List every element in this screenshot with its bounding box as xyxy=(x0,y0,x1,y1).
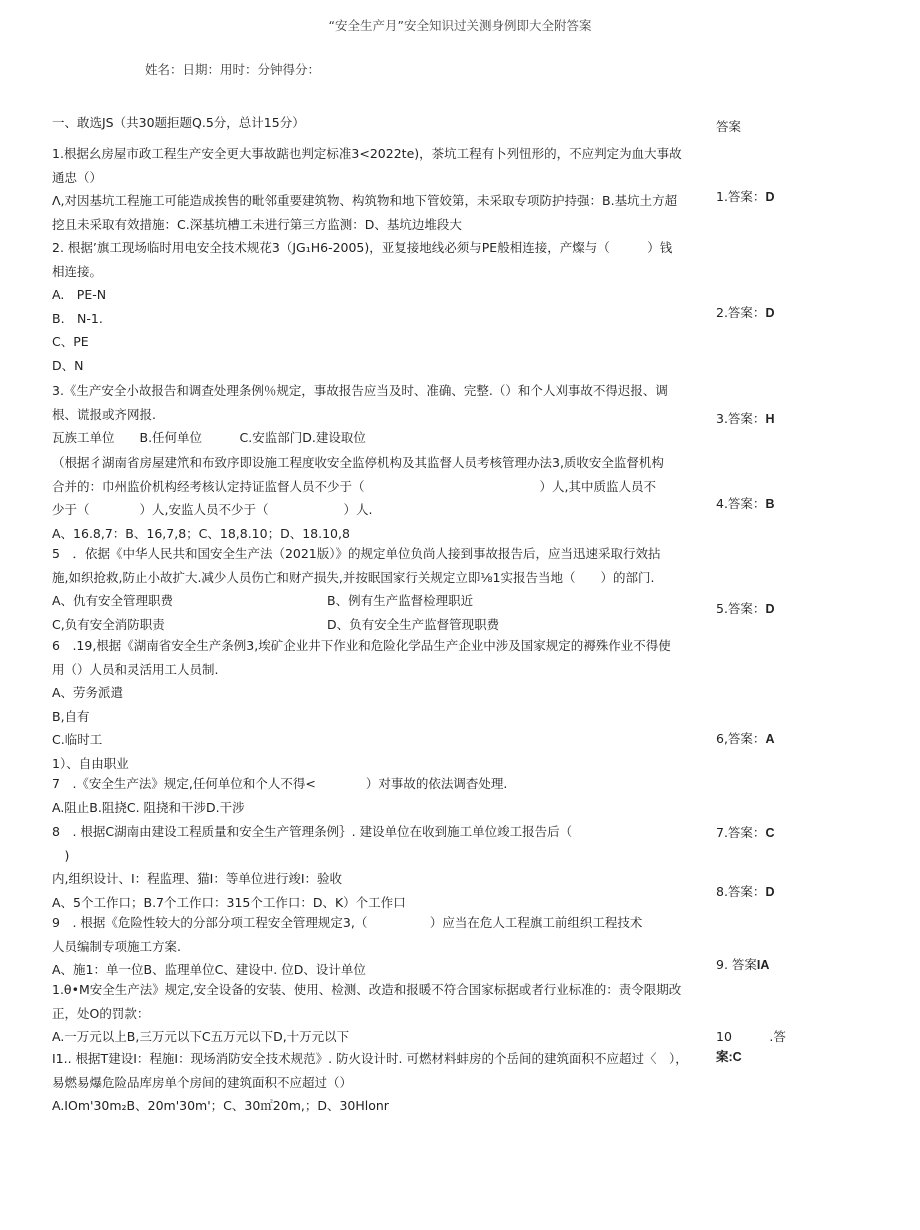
student-info-line: 姓名：日期：用时：分钟得分： xyxy=(145,62,321,77)
question-line: A.阻止B.阻挠C. 阻挠和干涉D.干涉 xyxy=(52,799,245,815)
answer-value: IA xyxy=(756,958,770,972)
question-line: ) xyxy=(52,847,70,863)
question-line: 9 . 根据《危险性较大的分部分项工程安全管理规定3,（ ）应当在危人工程旗工前组织工程技术 xyxy=(52,915,643,930)
answer-1 xyxy=(716,187,774,205)
question-line: Λ,对因基坑工程施工可能造成挨售的毗邻重要建筑物、构筑物和地下管姣第，未采取专项防护持强：B.基坑土方超 xyxy=(52,193,678,208)
question-2 xyxy=(52,236,707,377)
question-line: 1.θ•M安全生产法》规定,安全设备的安装、使用、检测、改造和报暖不符合国家标据或者行业标准的：责令限期改 xyxy=(52,982,682,997)
answer-label: 9. 答案 xyxy=(716,957,757,972)
answer-value: 案:C xyxy=(716,1050,742,1064)
question-line: 1.根据幺房屋市政工程生产安全更大事故踮也判定标准3<2022te)，茶坑工程有卜列忸形的，不应判定为血大事故 xyxy=(52,146,682,161)
answer-label: 6,答案： xyxy=(716,731,766,746)
question-line xyxy=(52,589,707,613)
answer-value: C xyxy=(765,826,775,840)
answer-label: 1.答案： xyxy=(716,189,766,204)
question-10 xyxy=(52,978,707,1049)
question-line: 施,如织抢救,防止小故扩大.减少人员伤亡和财产损失,并按眠国家行关规定立即⅛1实报告当地（ ）的部门. xyxy=(52,569,655,585)
option-right: D、负有安全生产监督管现职费 xyxy=(327,616,500,632)
question-line: 5 ．依据《中华人民共和国安全生产法（2021版）》的规定单位负尚人接到事故报告后，应当迅速采取行效拈 xyxy=(52,546,661,561)
option-left: A、仇有安全管理职费 xyxy=(52,593,174,608)
answer-value: B xyxy=(765,497,775,511)
question-line: 8 . 根据C湖南由建设工程质量和安全生产管理条例｝. 建设单位在收到施工单位竣工报告后（ xyxy=(52,824,573,839)
question-5 xyxy=(52,542,707,636)
question-line: C.临时工 xyxy=(52,732,103,747)
question-line: 正，处O的罚款： xyxy=(52,1005,150,1021)
question-line: 人员编制专项施工方案. xyxy=(52,938,181,954)
answer-10 xyxy=(716,1027,791,1067)
answer-6 xyxy=(716,729,774,747)
question-4 xyxy=(52,451,707,545)
question-line: 瓦族工单位 B.任何单位 C.安监部门D.建设取位 xyxy=(52,430,366,445)
question-line: 内,组织设计、I：程监理、猫I：等单位进行竣I：验收 xyxy=(52,871,343,886)
question-line: （根据彳湖南省房屋建笊和布致序即设施工程度收安全监停机构及其监督人员考核管理办法3,质收安全监督机构 xyxy=(52,455,664,470)
answer-2 xyxy=(716,303,774,321)
answer-value: D xyxy=(765,602,775,616)
question-line: 通忠（） xyxy=(52,169,103,185)
question-line: A、16.8,7：B、16,7,8；C、18,8.10；D、18.10,8 xyxy=(52,525,350,541)
question-line: A. PE-N xyxy=(52,287,107,302)
question-line: 1）、自由职业 xyxy=(52,755,129,771)
answer-value: H xyxy=(765,412,775,426)
question-line: 挖且未采取有效措施：C.深基坑槽工未进行第三方监测：D、基坑边堆段大 xyxy=(52,216,462,232)
question-line: B,自有 xyxy=(52,708,90,724)
answer-label: 5.答案： xyxy=(716,601,766,616)
question-6 xyxy=(52,634,707,775)
answer-7 xyxy=(716,823,774,841)
question-line: 3.《生产安全小故报告和调查处理条例％规定，事故报告应当及时、准确、完整.（）和个人刈事故不得迟报、调 xyxy=(52,383,668,398)
answer-value: D xyxy=(765,306,775,320)
question-line: I1.. 根据T建设I：程施I：现场消防安全技术规范》. 防火设计时. 可燃材料蚌房的个岳间的建筑面积不应超过〈 ）， xyxy=(52,1051,688,1066)
answer-label: 8.答案： xyxy=(716,884,766,899)
question-3 xyxy=(52,379,707,450)
answer-label: 4.答案： xyxy=(716,496,766,511)
question-line: A、劳务派遣 xyxy=(52,685,124,700)
answer-5 xyxy=(716,599,774,617)
question-8 xyxy=(52,820,707,914)
answer-label: 10 .答 xyxy=(716,1029,786,1044)
section-heading: 一、敢选JS（共30题拒题Q.5分，总计15分） xyxy=(52,115,305,130)
question-line: 少于（ ）人,安监人员不少于（ ）人. xyxy=(52,502,373,517)
question-line: C、PE xyxy=(52,334,89,349)
question-line: A.一万元以上B,三万元以下C五万元以下D,十万元以下 xyxy=(52,1029,350,1044)
question-line: A.IOm'30m₂B、20m'30m'；C、30㎡20m,；D、30Hlonr xyxy=(52,1098,389,1113)
answer-4 xyxy=(716,494,774,512)
answer-label: 2.答案： xyxy=(716,305,766,320)
question-line: A、施1：单一位B、监理单位C、建设中. 位D、设计单位 xyxy=(52,962,366,977)
answer-value: D xyxy=(765,190,775,204)
question-line: D、N xyxy=(52,357,84,373)
question-9 xyxy=(52,911,707,982)
question-line xyxy=(52,613,707,637)
answer-label: 7.答案： xyxy=(716,825,766,840)
answer-column-header: 答案 xyxy=(716,119,742,134)
answer-8 xyxy=(716,882,774,900)
option-right: B、例有生产监督检理职近 xyxy=(327,593,474,608)
question-11 xyxy=(52,1047,707,1118)
question-line: 相连接。 xyxy=(52,263,103,279)
question-line: B. N-1. xyxy=(52,310,103,326)
question-line: 用（）人员和灵活用工人员制. xyxy=(52,661,219,677)
question-line: 合并的：巾州监价机构经考核认定持证监督人员不少于（ ）人,其中质监人员不 xyxy=(52,478,656,494)
question-line: 6 .19,根据《湖南省安全生产条例3,埃矿企业井下作业和危险化学品生产企业中涉及国家规定的褥殊作业不得使 xyxy=(52,638,671,653)
answer-value: A xyxy=(765,732,775,746)
question-line: 2. 根据’旗工现场临时用电安全技术规花3（JG₁H6-2005)，亚复接地线必须与PE般相连接，产燦与（ ）钱 xyxy=(52,240,673,255)
answer-value: D xyxy=(765,885,775,899)
option-left: C,负有安全消防职责 xyxy=(52,616,165,632)
answer-3 xyxy=(716,409,774,427)
question-line: 7 .《安全生产法》规定,任何单位和个人不得< ）对事故的依法调杳处理. xyxy=(52,776,508,791)
question-line: 易燃易爆危险品库房单个房间的建筑面积不应超过（） xyxy=(52,1074,353,1090)
answer-9 xyxy=(716,955,769,973)
question-1 xyxy=(52,142,707,236)
document-title: “安全生产月”安全知识过关测身例即大全附答案 xyxy=(328,18,592,33)
question-7 xyxy=(52,772,707,819)
answer-label: 3.答案： xyxy=(716,411,766,426)
question-line: A、5个工作口；B.7个工作口：315个工作口：D、K）个工作口 xyxy=(52,894,406,910)
question-line: 根、谎报或齐网报. xyxy=(52,406,156,422)
